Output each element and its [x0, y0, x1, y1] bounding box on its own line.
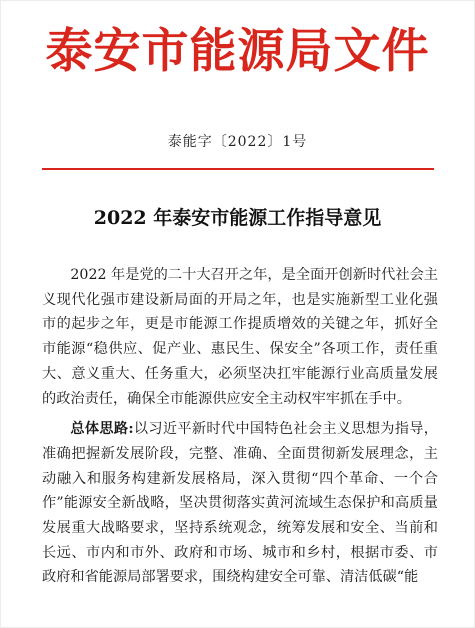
paragraph-intro	[42, 263, 438, 411]
document-masthead: 泰安市能源局文件	[45, 24, 430, 79]
document-title: 2022 年泰安市能源工作指导意见	[93, 207, 382, 229]
paragraph-text: 2022 年是党的二十大召开之年，是全面开创新时代社会主义现代化强市建设新局面的开局之年，也是实施新型工业化强市的起步之年，更是市能源工作提质增效的关键之年，抓好全市能源“稳供应、促产业、惠民生、保安全”各项工作，责任重大、意义重大、任务重大，必须坚决扛牢能源行业高质量发展的政治责任，确保全市能源供应安全主动权牢牢抓在手中。	[42, 267, 438, 407]
paragraph-lead: 总体思路:	[70, 421, 134, 438]
red-divider-line	[42, 168, 434, 170]
paragraph-text: 以习近平新时代中国特色社会主义思想为指导，准确把握新发展阶段，完整、准确、全面贯彻新发展理念，主动融入和服务构建新发展格局，深入贯彻“四个革命、一个合作”能源安全新战略，坚决贯彻落实黄河流域生态保护和高质量发展重大战略要求，坚持系统观念，统筹发展和安全、当前和长远、市内和市外、政府和市场、城市和乡村，根据市委、市政府和省能源局部署要求，围绕构建安全可靠、清洁低碳“能	[42, 421, 438, 586]
document-number: 泰能字〔2022〕1号	[167, 134, 308, 150]
document-body	[42, 263, 438, 596]
paragraph-overall-approach	[42, 417, 438, 590]
